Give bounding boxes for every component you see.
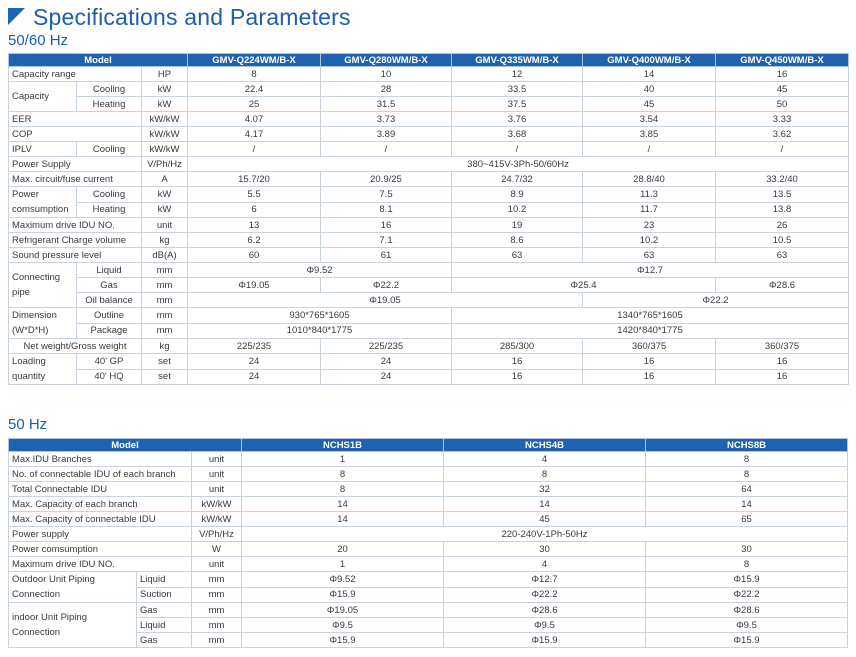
table-cell: 380~415V-3Ph-50/60Hz bbox=[188, 157, 849, 172]
row-unit: kW/kW bbox=[142, 127, 188, 142]
table-row bbox=[9, 467, 848, 482]
table-cell: 930*765*1605 bbox=[188, 308, 452, 324]
table-cell: 3.54 bbox=[583, 112, 716, 127]
table-cell: 30 bbox=[646, 542, 848, 557]
row-sublabel: Package bbox=[77, 323, 142, 339]
row-label: Max. Capacity of connectable IDU bbox=[9, 512, 192, 527]
table-cell: 24 bbox=[188, 354, 321, 370]
table-cell: 14 bbox=[242, 497, 444, 512]
table-cell: 1420*840*1775 bbox=[452, 323, 849, 339]
table-cell: 31.5 bbox=[321, 97, 452, 112]
row-unit: kW bbox=[142, 202, 188, 218]
table-cell: 16 bbox=[583, 354, 716, 370]
row-unit: W bbox=[192, 542, 242, 557]
table-cell: 4.07 bbox=[188, 112, 321, 127]
row-label: Sound pressure level bbox=[9, 248, 142, 263]
row-label: Maximum drive IDU NO. bbox=[9, 218, 142, 233]
row-unit: V/Ph/Hz bbox=[142, 157, 188, 172]
table-cell: 63 bbox=[716, 248, 849, 263]
table-cell: 6.2 bbox=[188, 233, 321, 248]
table-cell: 26 bbox=[716, 218, 849, 233]
column-header: Model bbox=[9, 439, 242, 452]
table-cell: 8 bbox=[188, 67, 321, 82]
row-sublabel: Gas bbox=[137, 633, 192, 648]
column-header: NCHS4B bbox=[444, 439, 646, 452]
table-cell: 63 bbox=[452, 248, 583, 263]
table-cell: 7.5 bbox=[321, 187, 452, 203]
table-cell: 3.76 bbox=[452, 112, 583, 127]
table-cell: 3.68 bbox=[452, 127, 583, 142]
spec-table-outdoor-units bbox=[8, 53, 849, 385]
table-row bbox=[9, 354, 849, 370]
table-row bbox=[9, 278, 849, 293]
table-row bbox=[9, 218, 849, 233]
row-label: Loading quantity bbox=[9, 354, 77, 385]
table-cell: Φ12.7 bbox=[452, 263, 849, 278]
column-header: GMV-Q224WM/B-X bbox=[188, 54, 321, 67]
table-cell: 8.1 bbox=[321, 202, 452, 218]
table-cell: / bbox=[188, 142, 321, 157]
row-unit: HP bbox=[142, 67, 188, 82]
table-cell: 225/235 bbox=[321, 339, 452, 354]
table-cell: 360/375 bbox=[583, 339, 716, 354]
row-unit: kW bbox=[142, 82, 188, 97]
table-row bbox=[9, 82, 849, 97]
table-row bbox=[9, 127, 849, 142]
table-cell: 1010*840*1775 bbox=[188, 323, 452, 339]
table-cell: 65 bbox=[646, 512, 848, 527]
table-row bbox=[9, 542, 848, 557]
table-cell: 3.73 bbox=[321, 112, 452, 127]
row-unit: set bbox=[142, 369, 188, 385]
row-sublabel: Cooling bbox=[77, 142, 142, 157]
table-cell: 10.2 bbox=[452, 202, 583, 218]
table-cell: Φ15.9 bbox=[646, 572, 848, 588]
table-cell: 4 bbox=[444, 557, 646, 572]
table-row bbox=[9, 187, 849, 203]
row-unit: unit bbox=[192, 467, 242, 482]
column-header: GMV-Q335WM/B-X bbox=[452, 54, 583, 67]
row-unit: mm bbox=[142, 263, 188, 278]
table-cell: 3.33 bbox=[716, 112, 849, 127]
row-unit: kW bbox=[142, 97, 188, 112]
row-sublabel: Liquid bbox=[77, 263, 142, 278]
row-unit: mm bbox=[192, 603, 242, 618]
table-cell: 360/375 bbox=[716, 339, 849, 354]
row-unit: mm bbox=[192, 618, 242, 633]
table-row bbox=[9, 263, 849, 278]
table-cell: 16 bbox=[583, 369, 716, 385]
table-cell: 8 bbox=[242, 482, 444, 497]
table-row bbox=[9, 452, 848, 467]
table-cell: 285/300 bbox=[452, 339, 583, 354]
table-cell: 3.62 bbox=[716, 127, 849, 142]
table-cell: 22.4 bbox=[188, 82, 321, 97]
table-cell: 23 bbox=[583, 218, 716, 233]
table-cell: 6 bbox=[188, 202, 321, 218]
row-label: Dimension (W*D*H) bbox=[9, 308, 77, 339]
table-cell: Φ9.5 bbox=[444, 618, 646, 633]
table-cell: 4 bbox=[444, 452, 646, 467]
column-header: Model bbox=[9, 54, 188, 67]
row-unit: mm bbox=[192, 572, 242, 588]
row-sublabel: Gas bbox=[77, 278, 142, 293]
table-row bbox=[9, 67, 849, 82]
table-row bbox=[9, 142, 849, 157]
table-cell: 16 bbox=[452, 354, 583, 370]
table-cell: 8.9 bbox=[452, 187, 583, 203]
table-cell: Φ28.6 bbox=[646, 603, 848, 618]
table-row bbox=[9, 557, 848, 572]
row-label: Net weight/Gross weight bbox=[9, 339, 142, 354]
table-cell: 60 bbox=[188, 248, 321, 263]
table-cell: 63 bbox=[583, 248, 716, 263]
table-cell: 14 bbox=[646, 497, 848, 512]
table-cell: / bbox=[321, 142, 452, 157]
table-cell: 13.8 bbox=[716, 202, 849, 218]
table-cell: 45 bbox=[716, 82, 849, 97]
row-unit: dB(A) bbox=[142, 248, 188, 263]
table-cell: 16 bbox=[716, 67, 849, 82]
table-cell: Φ15.9 bbox=[242, 587, 444, 603]
table-cell: 33.2/40 bbox=[716, 172, 849, 187]
table-cell: 8 bbox=[444, 467, 646, 482]
table-cell: Φ19.05 bbox=[242, 603, 444, 618]
table-cell: Φ15.9 bbox=[242, 633, 444, 648]
row-unit: unit bbox=[192, 482, 242, 497]
row-sublabel: 40' HQ bbox=[77, 369, 142, 385]
table-cell: Φ28.6 bbox=[716, 278, 849, 293]
table-cell: 37.5 bbox=[452, 97, 583, 112]
table-cell: 19 bbox=[452, 218, 583, 233]
table-row bbox=[9, 603, 848, 618]
table-cell: Φ22.2 bbox=[444, 587, 646, 603]
table-cell: Φ15.9 bbox=[646, 633, 848, 648]
table-cell: 16 bbox=[716, 354, 849, 370]
table-cell: 61 bbox=[321, 248, 452, 263]
row-label: COP bbox=[9, 127, 142, 142]
row-sublabel: Oil balance bbox=[77, 293, 142, 308]
row-unit: V/Ph/Hz bbox=[192, 527, 242, 542]
row-sublabel: Liquid bbox=[137, 572, 192, 588]
page-header bbox=[8, 4, 351, 30]
table-cell: Φ22.2 bbox=[646, 587, 848, 603]
section-label-50hz: 50 Hz bbox=[8, 416, 48, 433]
table-cell: / bbox=[583, 142, 716, 157]
row-sublabel: Gas bbox=[137, 603, 192, 618]
table-row bbox=[9, 308, 849, 324]
row-label: Power comsumption bbox=[9, 542, 192, 557]
table-row bbox=[9, 202, 849, 218]
table-cell: Φ19.05 bbox=[188, 293, 583, 308]
table-cell: 14 bbox=[444, 497, 646, 512]
row-sublabel: Cooling bbox=[77, 82, 142, 97]
table-cell: 5.5 bbox=[188, 187, 321, 203]
column-header: GMV-Q280WM/B-X bbox=[321, 54, 452, 67]
table-cell: 8 bbox=[646, 557, 848, 572]
table-cell: 8.6 bbox=[452, 233, 583, 248]
row-unit: kW/kW bbox=[142, 112, 188, 127]
row-unit: kW bbox=[142, 187, 188, 203]
table-cell: 13 bbox=[188, 218, 321, 233]
row-label: indoor Unit Piping Connection bbox=[9, 603, 137, 648]
table-cell: / bbox=[716, 142, 849, 157]
table-row bbox=[9, 482, 848, 497]
row-sublabel: Heating bbox=[77, 97, 142, 112]
table-row bbox=[9, 527, 848, 542]
row-label: Max.IDU Branches bbox=[9, 452, 192, 467]
table-row bbox=[9, 339, 849, 354]
column-header: NCHS8B bbox=[646, 439, 848, 452]
table-cell: 220-240V-1Ph-50Hz bbox=[242, 527, 848, 542]
table-cell: 1 bbox=[242, 557, 444, 572]
table-cell: Φ19.05 bbox=[188, 278, 321, 293]
table-cell: 11.7 bbox=[583, 202, 716, 218]
table-cell: Φ12.7 bbox=[444, 572, 646, 588]
column-header: GMV-Q400WM/B-X bbox=[583, 54, 716, 67]
row-label: Connecting pipe bbox=[9, 263, 77, 308]
table-cell: 10.2 bbox=[583, 233, 716, 248]
table-cell: / bbox=[452, 142, 583, 157]
row-sublabel: Outline bbox=[77, 308, 142, 324]
table-cell: 16 bbox=[716, 369, 849, 385]
table-cell: 30 bbox=[444, 542, 646, 557]
row-label: Maximum drive IDU NO. bbox=[9, 557, 192, 572]
table-cell: Φ22.2 bbox=[583, 293, 849, 308]
row-label: Max. Capacity of each branch bbox=[9, 497, 192, 512]
triangle-icon bbox=[8, 8, 25, 25]
row-sublabel: Suction bbox=[137, 587, 192, 603]
row-unit: mm bbox=[192, 587, 242, 603]
row-unit: kg bbox=[142, 339, 188, 354]
table-cell: Φ9.52 bbox=[242, 572, 444, 588]
table-cell: 14 bbox=[242, 512, 444, 527]
table-cell: 13.5 bbox=[716, 187, 849, 203]
table-row bbox=[9, 497, 848, 512]
table-cell: 40 bbox=[583, 82, 716, 97]
table-cell: Φ28.6 bbox=[444, 603, 646, 618]
table-cell: 24 bbox=[321, 369, 452, 385]
table-cell: 10.5 bbox=[716, 233, 849, 248]
row-label: Refrigerant Charge volume bbox=[9, 233, 142, 248]
row-unit: mm bbox=[142, 308, 188, 324]
table-cell: 10 bbox=[321, 67, 452, 82]
table-cell: 16 bbox=[452, 369, 583, 385]
table-cell: 24.7/32 bbox=[452, 172, 583, 187]
table-cell: 225/235 bbox=[188, 339, 321, 354]
table-cell: 24 bbox=[188, 369, 321, 385]
table-cell: 8 bbox=[242, 467, 444, 482]
table-row bbox=[9, 157, 849, 172]
table-cell: 15.7/20 bbox=[188, 172, 321, 187]
row-unit: mm bbox=[192, 633, 242, 648]
row-sublabel: 40' GP bbox=[77, 354, 142, 370]
table-cell: 32 bbox=[444, 482, 646, 497]
column-header: NCHS1B bbox=[242, 439, 444, 452]
table-header-row bbox=[9, 439, 848, 452]
row-label: Outdoor Unit Piping Connection bbox=[9, 572, 137, 603]
row-unit: kW/kW bbox=[192, 512, 242, 527]
table-cell: 50 bbox=[716, 97, 849, 112]
row-label: Power comsumption bbox=[9, 187, 77, 218]
table-cell: 4.17 bbox=[188, 127, 321, 142]
row-label: Capacity range bbox=[9, 67, 142, 82]
row-label: Total Connectable IDU bbox=[9, 482, 192, 497]
table-cell: 20.9/25 bbox=[321, 172, 452, 187]
table-cell: Φ9.5 bbox=[242, 618, 444, 633]
table-cell: 3.85 bbox=[583, 127, 716, 142]
table-cell: Φ9.52 bbox=[188, 263, 452, 278]
table-cell: 8 bbox=[646, 452, 848, 467]
table-cell: 1 bbox=[242, 452, 444, 467]
table-cell: 25 bbox=[188, 97, 321, 112]
row-label: Power Supply bbox=[9, 157, 142, 172]
row-unit: unit bbox=[192, 452, 242, 467]
table-row bbox=[9, 112, 849, 127]
row-unit: set bbox=[142, 354, 188, 370]
section-label-50-60hz: 50/60 Hz bbox=[8, 32, 69, 49]
table-row bbox=[9, 233, 849, 248]
row-unit: mm bbox=[142, 293, 188, 308]
table-cell: 28 bbox=[321, 82, 452, 97]
table-cell: 20 bbox=[242, 542, 444, 557]
table-row bbox=[9, 512, 848, 527]
row-label: Power supply bbox=[9, 527, 192, 542]
table-cell: 33.5 bbox=[452, 82, 583, 97]
table-cell: Φ25.4 bbox=[452, 278, 716, 293]
spec-table-branch-boxes bbox=[8, 438, 848, 648]
row-sublabel: Liquid bbox=[137, 618, 192, 633]
table-cell: Φ9.5 bbox=[646, 618, 848, 633]
table-header-row bbox=[9, 54, 849, 67]
table-cell: 11.3 bbox=[583, 187, 716, 203]
table-row bbox=[9, 248, 849, 263]
row-unit: A bbox=[142, 172, 188, 187]
table-cell: 45 bbox=[583, 97, 716, 112]
table-row bbox=[9, 293, 849, 308]
table-cell: 8 bbox=[646, 467, 848, 482]
table-cell: 45 bbox=[444, 512, 646, 527]
page-title: Specifications and Parameters bbox=[33, 3, 351, 30]
table-cell: 28.8/40 bbox=[583, 172, 716, 187]
table-cell: 3.89 bbox=[321, 127, 452, 142]
table-cell: Φ15.9 bbox=[444, 633, 646, 648]
table-cell: 24 bbox=[321, 354, 452, 370]
row-label: EER bbox=[9, 112, 142, 127]
row-sublabel: Cooling bbox=[77, 187, 142, 203]
row-unit: kg bbox=[142, 233, 188, 248]
table-row bbox=[9, 323, 849, 339]
table-row bbox=[9, 369, 849, 385]
table-cell: 12 bbox=[452, 67, 583, 82]
table-cell: 64 bbox=[646, 482, 848, 497]
row-label: Max. circuit/fuse current bbox=[9, 172, 142, 187]
table-cell: Φ22.2 bbox=[321, 278, 452, 293]
row-label: IPLV bbox=[9, 142, 77, 157]
table-row bbox=[9, 572, 848, 588]
table-cell: 16 bbox=[321, 218, 452, 233]
row-unit: kW/kW bbox=[142, 142, 188, 157]
row-sublabel: Heating bbox=[77, 202, 142, 218]
table-row bbox=[9, 97, 849, 112]
table-cell: 7.1 bbox=[321, 233, 452, 248]
row-label: Capacity bbox=[9, 82, 77, 112]
table-cell: 14 bbox=[583, 67, 716, 82]
table-cell: 1340*765*1605 bbox=[452, 308, 849, 324]
table-row bbox=[9, 172, 849, 187]
column-header: GMV-Q450WM/B-X bbox=[716, 54, 849, 67]
row-unit: mm bbox=[142, 323, 188, 339]
row-unit: mm bbox=[142, 278, 188, 293]
row-unit: unit bbox=[142, 218, 188, 233]
row-unit: kW/kW bbox=[192, 497, 242, 512]
row-unit: unit bbox=[192, 557, 242, 572]
row-label: No. of connectable IDU of each branch bbox=[9, 467, 192, 482]
